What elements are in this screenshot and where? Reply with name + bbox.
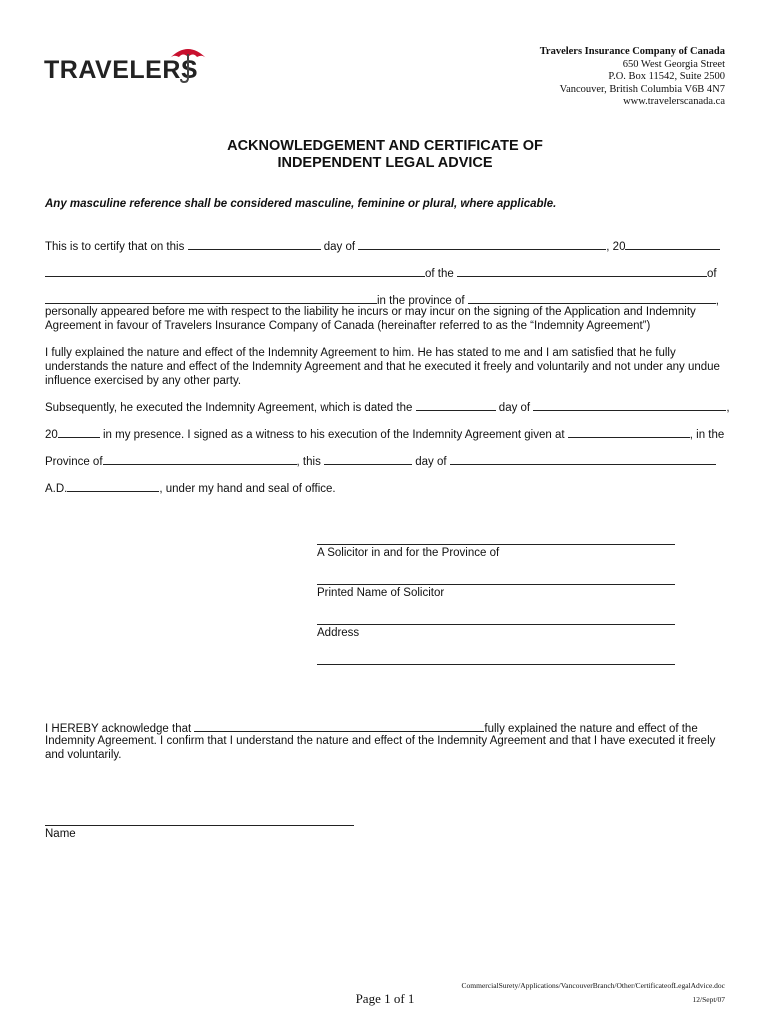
- name-label: Name: [45, 828, 76, 840]
- dated-day-field[interactable]: [416, 399, 496, 411]
- witness-month-field[interactable]: [450, 453, 716, 465]
- printed-name-label: Printed Name of Solicitor: [317, 587, 445, 599]
- in-the-label: , in the: [689, 429, 725, 441]
- acknowledge-prefix: I HEREBY acknowledge that: [45, 723, 192, 735]
- acknowledge-line: [45, 720, 698, 735]
- under-hand-label: , under my hand and seal of office.: [159, 483, 336, 495]
- province-of-label: Province of: [45, 456, 103, 468]
- page-number: Page 1 of 1: [355, 991, 415, 1006]
- presence-line: [45, 426, 724, 441]
- of-the-label: of the: [425, 268, 454, 280]
- dated-year-field[interactable]: [58, 426, 100, 438]
- day-of-label-2: day of: [498, 402, 531, 414]
- umbrella-icon: [166, 44, 210, 84]
- subsequently-line: [45, 399, 730, 414]
- name-of-line: [45, 265, 717, 280]
- certify-prefix: This is to certify that on this: [45, 241, 185, 253]
- dated-month-field[interactable]: [533, 399, 726, 411]
- person-name-field[interactable]: [45, 265, 425, 277]
- solicitor-name-field[interactable]: [194, 720, 484, 732]
- of-label: of: [706, 268, 717, 280]
- location-field[interactable]: [45, 292, 377, 304]
- given-at-field[interactable]: [568, 426, 690, 438]
- certify-line: [45, 238, 720, 253]
- month-field[interactable]: [358, 238, 606, 250]
- address-label: Address: [317, 627, 360, 639]
- province-field[interactable]: [468, 292, 716, 304]
- document-date: 12/Sept/07: [692, 995, 725, 1004]
- comma-label: ,: [715, 295, 719, 307]
- day-of-label-3: day of: [415, 456, 447, 468]
- travelers-logo: [44, 44, 214, 84]
- city-address: Vancouver, British Columbia V6B 4N7: [559, 83, 725, 95]
- subsequently-label: Subsequently, he executed the Indemnity Agreement, which is dated the: [45, 402, 413, 414]
- company-address: [540, 46, 725, 109]
- presence-label: in my presence. I signed as a witness to his execution of the Indemnity Agreement given at: [103, 429, 565, 441]
- gender-note: Any masculine reference shall be considered masculine, feminine or plural, where applicable.: [45, 198, 557, 210]
- document-title: [0, 138, 770, 172]
- comma-label-2: ,: [726, 402, 730, 414]
- witness-day-field[interactable]: [324, 453, 412, 465]
- printed-name-line[interactable]: [317, 584, 675, 585]
- title-line-2: INDEPENDENT LEGAL ADVICE: [277, 155, 493, 171]
- company-name: Travelers Insurance Company of Canada: [539, 46, 725, 57]
- explained-paragraph: I fully explained the nature and effect of the Indemnity Agreement to him. He has stated to me and I am satisfied that he fully understands the nature and effect of the Indemnity Agreement and that he executed it freely and voluntarily and not under any undue influence exercised by any other party.: [45, 347, 720, 387]
- website[interactable]: www.travelerscanada.ca: [623, 96, 725, 107]
- acknowledge-paragraph: Indemnity Agreement. I confirm that I understand the nature and effect of the Indemnity Agreement and that I have executed it freely and voluntarily.: [45, 735, 716, 761]
- address-line-2[interactable]: [317, 664, 675, 665]
- day-field[interactable]: [188, 238, 321, 250]
- solicitor-signature-line[interactable]: [317, 544, 675, 545]
- this-label: , this: [296, 456, 321, 468]
- address-line[interactable]: [317, 624, 675, 625]
- title-line-1: ACKNOWLEDGEMENT AND CERTIFICATE OF: [227, 138, 543, 154]
- acknowledge-suffix: fully explained the nature and effect of the: [484, 723, 698, 735]
- ad-year-field[interactable]: [67, 480, 159, 492]
- logo-wordmark: TRAVELERS: [44, 56, 199, 84]
- name-signature-line[interactable]: [45, 825, 354, 826]
- ad-line: [45, 480, 336, 495]
- appeared-paragraph: personally appeared before me with respect to the liability he incurs or may incur on the signing of the Application and Indemnity Agreement in favour of Travelers Insurance Company of Canada (hereinafter referred to as the “Indemnity Agreement”): [45, 306, 696, 332]
- twenty-label: 20: [45, 429, 58, 441]
- city-field[interactable]: [457, 265, 707, 277]
- day-of-label: day of: [323, 241, 356, 253]
- year-field[interactable]: [625, 238, 720, 250]
- in-province-label: in the province of: [377, 295, 465, 307]
- street-address: 650 West Georgia Street: [622, 58, 725, 70]
- province-of-line: [45, 453, 716, 468]
- witness-province-field[interactable]: [103, 453, 297, 465]
- solicitor-label: A Solicitor in and for the Province of: [317, 547, 500, 559]
- ad-label: A.D.: [45, 483, 68, 495]
- document-path: CommercialSurety/Applications/VancouverBranch/Other/CertificateofLegalAdvice.doc: [461, 981, 725, 990]
- year-prefix: , 20: [606, 241, 626, 253]
- po-box: P.O. Box 11542, Suite 2500: [608, 71, 725, 82]
